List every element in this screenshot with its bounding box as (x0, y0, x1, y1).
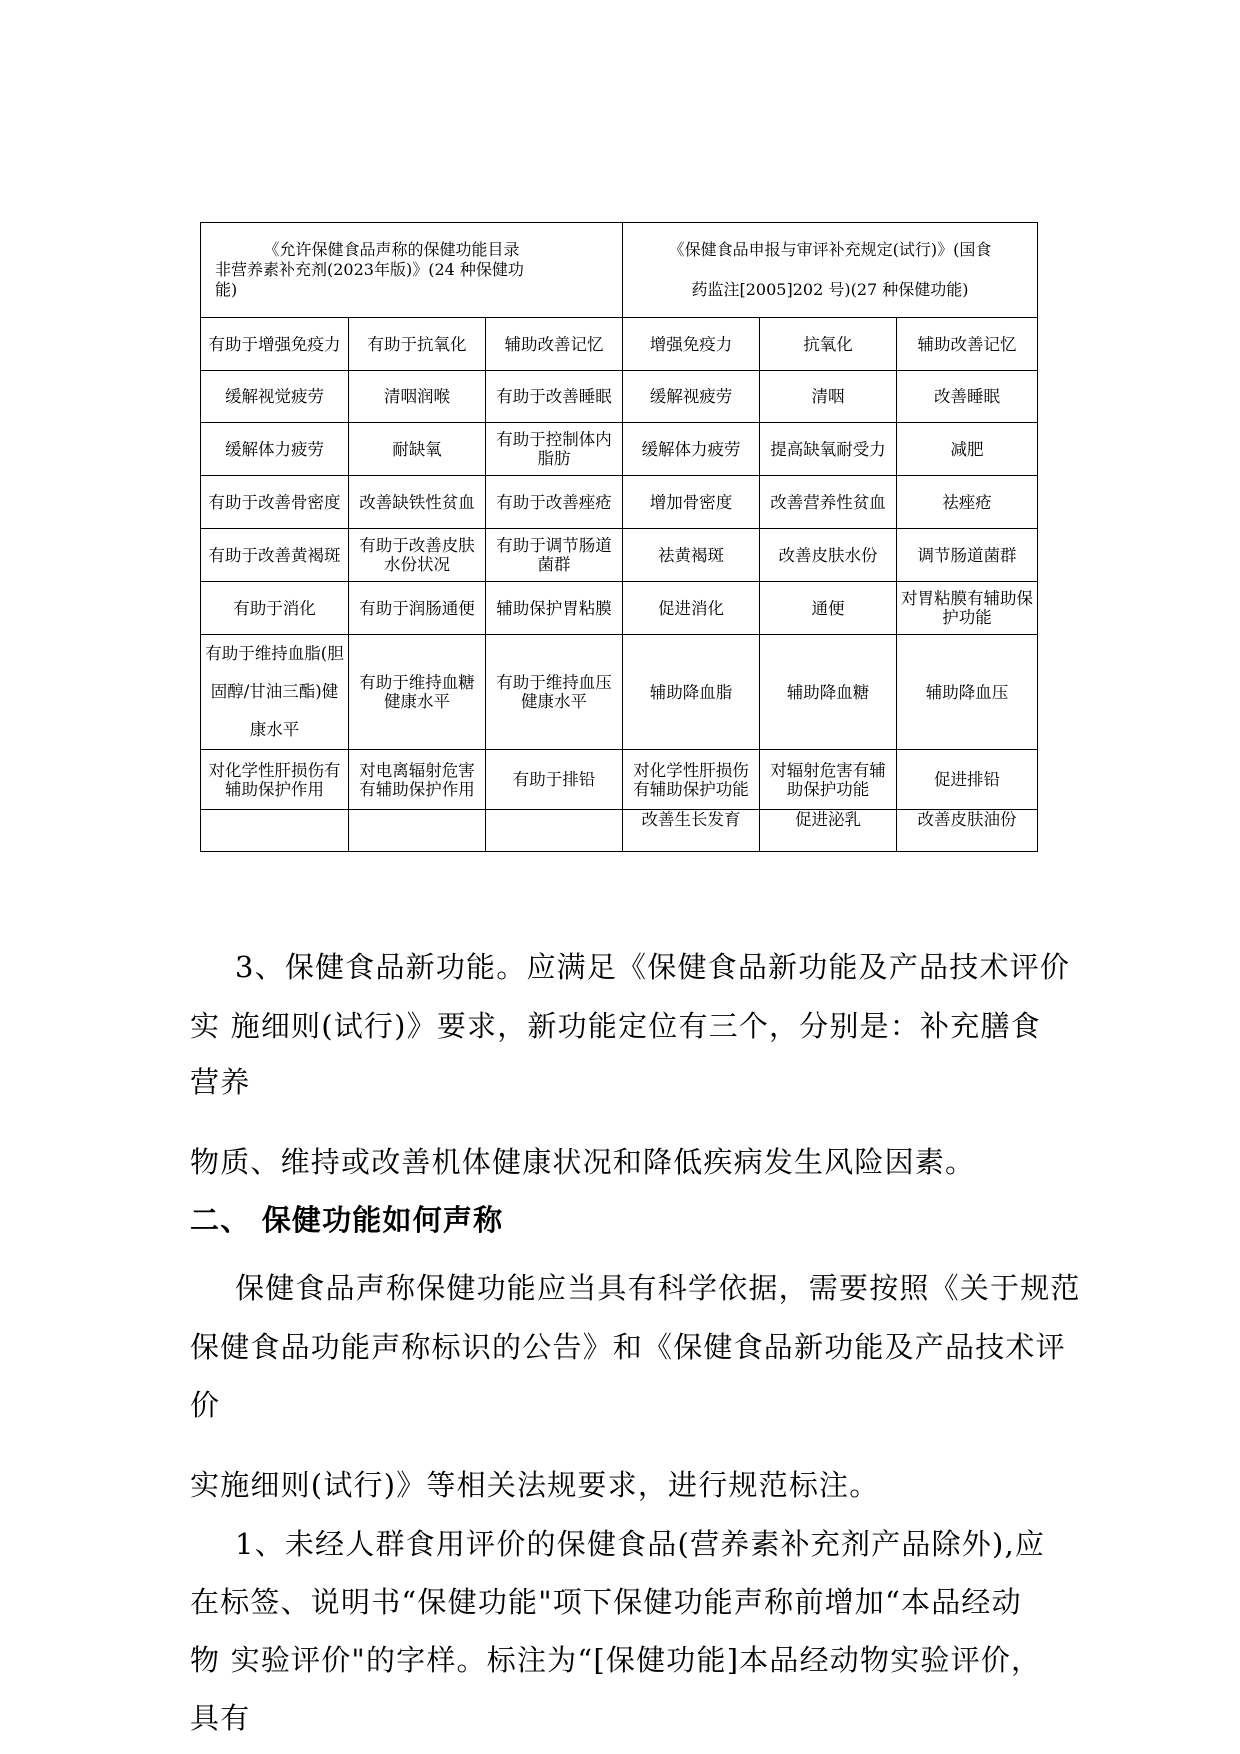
table-cell: 有助于维持血糖健康水平 (349, 635, 486, 750)
table-cell (486, 810, 623, 852)
table-cell: 缓解视觉疲劳 (201, 371, 349, 423)
table-cell: 对辐射危害有辅助保护功能 (760, 750, 897, 810)
paragraph-line: 在标签、说明书“保健功能"项下保健功能声称前增加“本品经动 (190, 1585, 1022, 1619)
table-cell: 调节肠道菌群 (897, 529, 1038, 582)
table-cell: 清咽 (760, 371, 897, 423)
table-cell: 有助于润肠通便 (349, 582, 486, 635)
paragraph-line: 1、未经人群食用评价的保健食品(营养素补充剂产品除外),应 (235, 1527, 1046, 1561)
paragraph-line: 3、保健食品新功能。应满足《保健食品新功能及产品技术评价 (235, 950, 1071, 984)
table-cell: 有助于调节肠道菌群 (486, 529, 623, 582)
table-cell: 耐缺氧 (349, 423, 486, 476)
table-row (201, 318, 1038, 371)
table-cell: 有助于改善睡眠 (486, 371, 623, 423)
table-cell: 提高缺氧耐受力 (760, 423, 897, 476)
table-header-right (623, 223, 1038, 318)
table-cell: 对化学性肝损伤有辅助保护功能 (623, 750, 760, 810)
table-cell: 增加骨密度 (623, 476, 760, 529)
table-row (201, 582, 1038, 635)
table-cell: 有助于控制体内脂肪 (486, 423, 623, 476)
table-row (201, 529, 1038, 582)
table-cell: 改善皮肤水份 (760, 529, 897, 582)
header-right-line: 《保健食品申报与审评补充规定(试行)》(国食 (668, 240, 992, 259)
table-row (201, 810, 1038, 852)
table-cell: 缓解视疲劳 (623, 371, 760, 423)
table-cell: 通便 (760, 582, 897, 635)
table-cell: 辅助保护胃粘膜 (486, 582, 623, 635)
table-cell: 有助于维持血脂(胆固醇/甘油三酯)健康水平 (201, 635, 349, 750)
paragraph-line: 实 施细则(试行)》要求，新功能定位有三个，分别是：补充膳食 (190, 1009, 1041, 1043)
table-cell: 有助于改善皮肤水份状况 (349, 529, 486, 582)
table-cell: 辅助降血糖 (760, 635, 897, 750)
table-cell: 有助于改善骨密度 (201, 476, 349, 529)
table-cell: 有助于维持血压健康水平 (486, 635, 623, 750)
section-heading: 二、 保健功能如何声称 (190, 1203, 504, 1237)
paragraph-line: 保健食品声称保健功能应当具有科学依据，需要按照《关于规范 (235, 1271, 1081, 1305)
table-cell: 改善生长发育 (623, 810, 760, 852)
table-row (201, 371, 1038, 423)
table-row (201, 635, 1038, 750)
paragraph-line: 具有 (190, 1701, 251, 1735)
table-cell: 有助于改善黄褐斑 (201, 529, 349, 582)
table-header-left (201, 223, 623, 318)
table-cell: 有助于排铅 (486, 750, 623, 810)
table-cell: 清咽润喉 (349, 371, 486, 423)
table-cell: 对化学性肝损伤有辅助保护作用 (201, 750, 349, 810)
table-cell: 增强免疫力 (623, 318, 760, 371)
header-left-line: 非营养素补充剂(2023年版)》(24 种保健功 (215, 260, 524, 279)
paragraph-line: 营养 (190, 1065, 251, 1099)
paragraph-line: 保健食品功能声称标识的公告》和《保健食品新功能及产品技术评 (190, 1330, 1066, 1364)
table-cell: 减肥 (897, 423, 1038, 476)
header-left-line: 《允许保健食品声称的保健功能目录 (263, 240, 520, 259)
table-cell: 对电离辐射危害有辅助保护作用 (349, 750, 486, 810)
table-cell: 辅助改善记忆 (897, 318, 1038, 371)
table-cell: 抗氧化 (760, 318, 897, 371)
table-cell (201, 810, 349, 852)
table-cell: 对胃粘膜有辅助保护功能 (897, 582, 1038, 635)
table-row (201, 750, 1038, 810)
table-row (201, 423, 1038, 476)
paragraph-line: 物质、维持或改善机体健康状况和降低疾病发生风险因素。 (190, 1145, 976, 1179)
paragraph-line: 价 (190, 1388, 221, 1422)
table-row (201, 476, 1038, 529)
header-right-line: 药监注[2005]202 号)(27 种保健功能) (691, 280, 969, 299)
table-cell: 辅助改善记忆 (486, 318, 623, 371)
table-cell: 有助于改善痤疮 (486, 476, 623, 529)
table-cell: 改善皮肤油份 (897, 810, 1038, 852)
table-cell (349, 810, 486, 852)
table-cell: 促进泌乳 (760, 810, 897, 852)
paragraph-line: 物 实验评价"的字样。标注为“[保健功能]本品经动物实验评价， (190, 1643, 1042, 1677)
table-cell: 促进消化 (623, 582, 760, 635)
table-cell: 缓解体力疲劳 (623, 423, 760, 476)
table-cell: 祛痤疮 (897, 476, 1038, 529)
table-cell: 改善缺铁性贫血 (349, 476, 486, 529)
table-cell: 改善营养性贫血 (760, 476, 897, 529)
header-left-line: 能) (215, 280, 238, 299)
table-cell: 缓解体力疲劳 (201, 423, 349, 476)
table-cell: 辅助降血脂 (623, 635, 760, 750)
table-cell: 祛黄褐斑 (623, 529, 760, 582)
table-cell: 有助于抗氧化 (349, 318, 486, 371)
paragraph-line: 实施细则(试行)》等相关法规要求，进行规范标注。 (190, 1468, 880, 1502)
table-cell: 改善睡眠 (897, 371, 1038, 423)
health-function-comparison-table (200, 222, 1038, 852)
table-cell: 有助于消化 (201, 582, 349, 635)
table-cell: 辅助降血压 (897, 635, 1038, 750)
table-cell: 有助于增强免疫力 (201, 318, 349, 371)
table-cell: 促进排铅 (897, 750, 1038, 810)
